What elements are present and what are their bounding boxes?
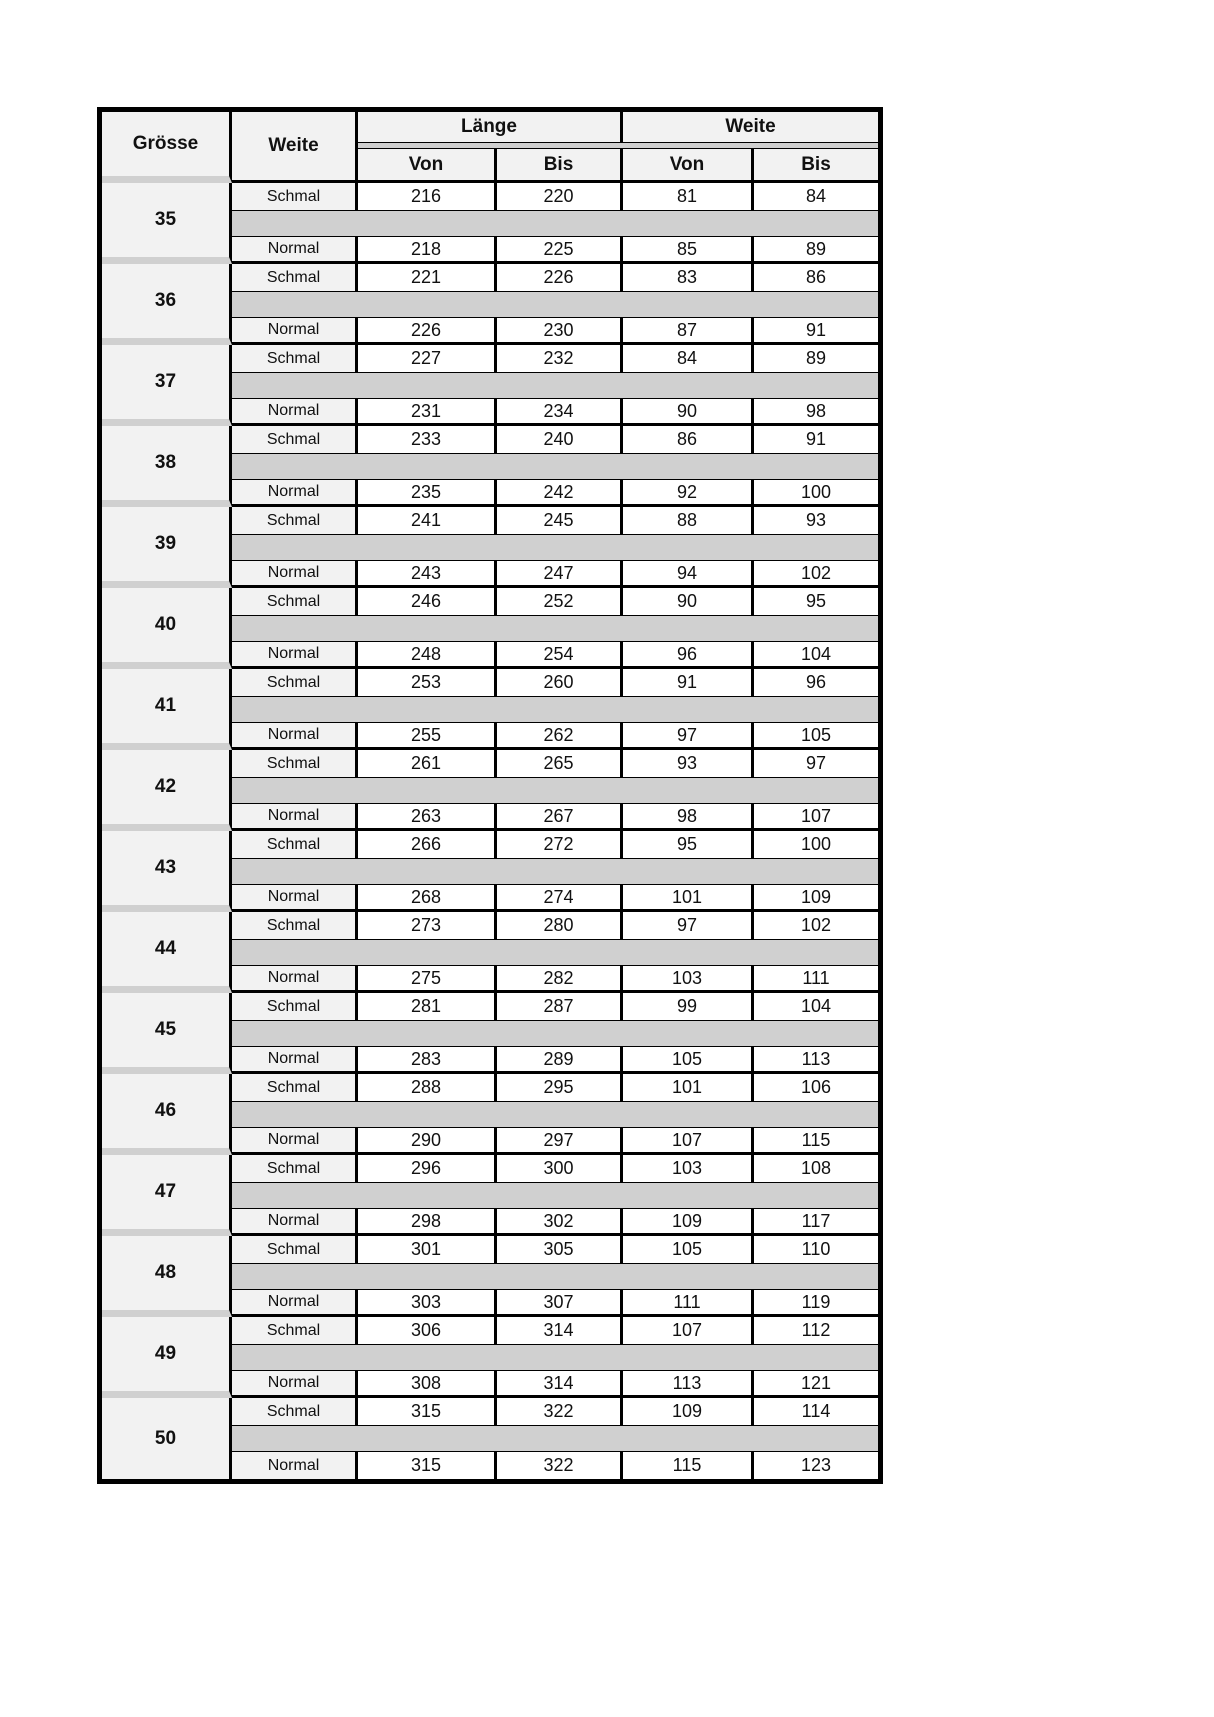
value-cell: 245 (497, 507, 623, 534)
value-cell: 298 (358, 1209, 497, 1236)
value-cell: 91 (754, 318, 878, 345)
value-cell: 105 (623, 1047, 754, 1074)
value-cell: 99 (623, 993, 754, 1020)
value-cell: 273 (358, 912, 497, 939)
value-cell: 104 (754, 642, 878, 669)
row-separator-band (232, 696, 878, 723)
value-cell: 92 (623, 480, 754, 507)
header-weite-group: Weite (623, 112, 878, 142)
value-cell: 290 (358, 1128, 497, 1155)
row-separator-band (232, 1425, 878, 1452)
width-type-cell: Schmal (232, 1155, 358, 1182)
value-cell: 119 (754, 1290, 878, 1317)
value-cell: 123 (754, 1452, 878, 1479)
value-cell: 233 (358, 426, 497, 453)
value-cell: 262 (497, 723, 623, 750)
value-cell: 308 (358, 1371, 497, 1398)
value-cell: 314 (497, 1371, 623, 1398)
header-separator-band (358, 142, 878, 149)
value-cell: 288 (358, 1074, 497, 1101)
size-cell: 35 (102, 183, 232, 264)
width-type-cell: Schmal (232, 264, 358, 291)
size-cell: 50 (102, 1398, 232, 1479)
value-cell: 254 (497, 642, 623, 669)
width-type-cell: Normal (232, 885, 358, 912)
value-cell: 110 (754, 1236, 878, 1263)
size-cell: 44 (102, 912, 232, 993)
header-weite-bis: Bis (754, 149, 878, 183)
header-lange-bis: Bis (497, 149, 623, 183)
width-type-cell: Schmal (232, 1236, 358, 1263)
value-cell: 97 (754, 750, 878, 777)
value-cell: 84 (623, 345, 754, 372)
value-cell: 84 (754, 183, 878, 210)
width-type-cell: Schmal (232, 1317, 358, 1344)
value-cell: 314 (497, 1317, 623, 1344)
size-cell: 36 (102, 264, 232, 345)
width-type-cell: Normal (232, 561, 358, 588)
value-cell: 89 (754, 237, 878, 264)
value-cell: 218 (358, 237, 497, 264)
size-cell: 45 (102, 993, 232, 1074)
value-cell: 220 (497, 183, 623, 210)
value-cell: 100 (754, 831, 878, 858)
width-type-cell: Normal (232, 480, 358, 507)
value-cell: 315 (358, 1398, 497, 1425)
width-type-cell: Normal (232, 1128, 358, 1155)
width-type-cell: Normal (232, 1290, 358, 1317)
width-type-cell: Normal (232, 1047, 358, 1074)
value-cell: 105 (623, 1236, 754, 1263)
row-separator-band (232, 1344, 878, 1371)
size-table (97, 107, 883, 1484)
size-cell: 42 (102, 750, 232, 831)
value-cell: 106 (754, 1074, 878, 1101)
value-cell: 89 (754, 345, 878, 372)
value-cell: 267 (497, 804, 623, 831)
value-cell: 115 (754, 1128, 878, 1155)
row-separator-band (232, 1263, 878, 1290)
size-cell: 41 (102, 669, 232, 750)
width-type-cell: Normal (232, 1452, 358, 1479)
value-cell: 234 (497, 399, 623, 426)
row-separator-band (232, 1020, 878, 1047)
value-cell: 300 (497, 1155, 623, 1182)
value-cell: 109 (623, 1209, 754, 1236)
width-type-cell: Normal (232, 1209, 358, 1236)
value-cell: 241 (358, 507, 497, 534)
value-cell: 90 (623, 588, 754, 615)
value-cell: 306 (358, 1317, 497, 1344)
value-cell: 112 (754, 1317, 878, 1344)
value-cell: 260 (497, 669, 623, 696)
value-cell: 242 (497, 480, 623, 507)
value-cell: 301 (358, 1236, 497, 1263)
value-cell: 102 (754, 912, 878, 939)
width-type-cell: Schmal (232, 1398, 358, 1425)
value-cell: 101 (623, 1074, 754, 1101)
row-separator-band (232, 858, 878, 885)
value-cell: 243 (358, 561, 497, 588)
value-cell: 302 (497, 1209, 623, 1236)
value-cell: 121 (754, 1371, 878, 1398)
value-cell: 87 (623, 318, 754, 345)
value-cell: 95 (754, 588, 878, 615)
value-cell: 287 (497, 993, 623, 1020)
width-type-cell: Normal (232, 237, 358, 264)
width-type-cell: Schmal (232, 912, 358, 939)
value-cell: 111 (754, 966, 878, 993)
value-cell: 282 (497, 966, 623, 993)
width-type-cell: Schmal (232, 1074, 358, 1101)
value-cell: 83 (623, 264, 754, 291)
size-cell: 46 (102, 1074, 232, 1155)
value-cell: 225 (497, 237, 623, 264)
row-separator-band (232, 1182, 878, 1209)
value-cell: 104 (754, 993, 878, 1020)
value-cell: 109 (754, 885, 878, 912)
value-cell: 111 (623, 1290, 754, 1317)
value-cell: 322 (497, 1398, 623, 1425)
value-cell: 253 (358, 669, 497, 696)
width-type-cell: Normal (232, 318, 358, 345)
value-cell: 96 (754, 669, 878, 696)
value-cell: 315 (358, 1452, 497, 1479)
value-cell: 100 (754, 480, 878, 507)
header-lange-group: Länge (358, 112, 623, 142)
value-cell: 107 (623, 1317, 754, 1344)
width-type-cell: Normal (232, 804, 358, 831)
width-type-cell: Schmal (232, 588, 358, 615)
width-type-cell: Schmal (232, 426, 358, 453)
value-cell: 96 (623, 642, 754, 669)
header-grosse: Grösse (102, 112, 232, 183)
value-cell: 289 (497, 1047, 623, 1074)
value-cell: 85 (623, 237, 754, 264)
value-cell: 268 (358, 885, 497, 912)
value-cell: 103 (623, 1155, 754, 1182)
size-cell: 37 (102, 345, 232, 426)
value-cell: 114 (754, 1398, 878, 1425)
value-cell: 280 (497, 912, 623, 939)
value-cell: 221 (358, 264, 497, 291)
value-cell: 105 (754, 723, 878, 750)
width-type-cell: Schmal (232, 993, 358, 1020)
value-cell: 113 (754, 1047, 878, 1074)
value-cell: 272 (497, 831, 623, 858)
width-type-cell: Schmal (232, 183, 358, 210)
value-cell: 255 (358, 723, 497, 750)
value-cell: 101 (623, 885, 754, 912)
value-cell: 102 (754, 561, 878, 588)
value-cell: 303 (358, 1290, 497, 1317)
value-cell: 240 (497, 426, 623, 453)
value-cell: 88 (623, 507, 754, 534)
value-cell: 266 (358, 831, 497, 858)
value-cell: 263 (358, 804, 497, 831)
value-cell: 97 (623, 912, 754, 939)
value-cell: 86 (623, 426, 754, 453)
value-cell: 98 (754, 399, 878, 426)
row-separator-band (232, 1101, 878, 1128)
value-cell: 230 (497, 318, 623, 345)
value-cell: 232 (497, 345, 623, 372)
value-cell: 275 (358, 966, 497, 993)
header-weite-column: Weite (232, 112, 358, 183)
value-cell: 246 (358, 588, 497, 615)
value-cell: 107 (754, 804, 878, 831)
value-cell: 261 (358, 750, 497, 777)
value-cell: 81 (623, 183, 754, 210)
width-type-cell: Schmal (232, 507, 358, 534)
value-cell: 283 (358, 1047, 497, 1074)
value-cell: 305 (497, 1236, 623, 1263)
value-cell: 113 (623, 1371, 754, 1398)
value-cell: 108 (754, 1155, 878, 1182)
row-separator-band (232, 210, 878, 237)
value-cell: 216 (358, 183, 497, 210)
value-cell: 231 (358, 399, 497, 426)
value-cell: 93 (754, 507, 878, 534)
value-cell: 109 (623, 1398, 754, 1425)
size-cell: 39 (102, 507, 232, 588)
row-separator-band (232, 453, 878, 480)
row-separator-band (232, 534, 878, 561)
value-cell: 252 (497, 588, 623, 615)
size-cell: 38 (102, 426, 232, 507)
row-separator-band (232, 291, 878, 318)
row-separator-band (232, 939, 878, 966)
width-type-cell: Normal (232, 723, 358, 750)
value-cell: 235 (358, 480, 497, 507)
value-cell: 97 (623, 723, 754, 750)
value-cell: 91 (754, 426, 878, 453)
value-cell: 274 (497, 885, 623, 912)
value-cell: 93 (623, 750, 754, 777)
value-cell: 227 (358, 345, 497, 372)
value-cell: 322 (497, 1452, 623, 1479)
row-separator-band (232, 372, 878, 399)
value-cell: 226 (358, 318, 497, 345)
width-type-cell: Schmal (232, 750, 358, 777)
size-cell: 49 (102, 1317, 232, 1398)
header-lange-von: Von (358, 149, 497, 183)
value-cell: 95 (623, 831, 754, 858)
value-cell: 296 (358, 1155, 497, 1182)
value-cell: 107 (623, 1128, 754, 1155)
value-cell: 115 (623, 1452, 754, 1479)
width-type-cell: Schmal (232, 831, 358, 858)
header-weite-von: Von (623, 149, 754, 183)
value-cell: 91 (623, 669, 754, 696)
value-cell: 98 (623, 804, 754, 831)
value-cell: 117 (754, 1209, 878, 1236)
value-cell: 86 (754, 264, 878, 291)
value-cell: 103 (623, 966, 754, 993)
value-cell: 307 (497, 1290, 623, 1317)
size-cell: 48 (102, 1236, 232, 1317)
size-cell: 40 (102, 588, 232, 669)
size-cell: 43 (102, 831, 232, 912)
width-type-cell: Schmal (232, 345, 358, 372)
value-cell: 295 (497, 1074, 623, 1101)
width-type-cell: Normal (232, 1371, 358, 1398)
value-cell: 265 (497, 750, 623, 777)
size-cell: 47 (102, 1155, 232, 1236)
row-separator-band (232, 777, 878, 804)
value-cell: 281 (358, 993, 497, 1020)
width-type-cell: Normal (232, 642, 358, 669)
value-cell: 94 (623, 561, 754, 588)
value-cell: 90 (623, 399, 754, 426)
value-cell: 297 (497, 1128, 623, 1155)
row-separator-band (232, 615, 878, 642)
width-type-cell: Normal (232, 966, 358, 993)
value-cell: 248 (358, 642, 497, 669)
value-cell: 226 (497, 264, 623, 291)
value-cell: 247 (497, 561, 623, 588)
width-type-cell: Schmal (232, 669, 358, 696)
width-type-cell: Normal (232, 399, 358, 426)
